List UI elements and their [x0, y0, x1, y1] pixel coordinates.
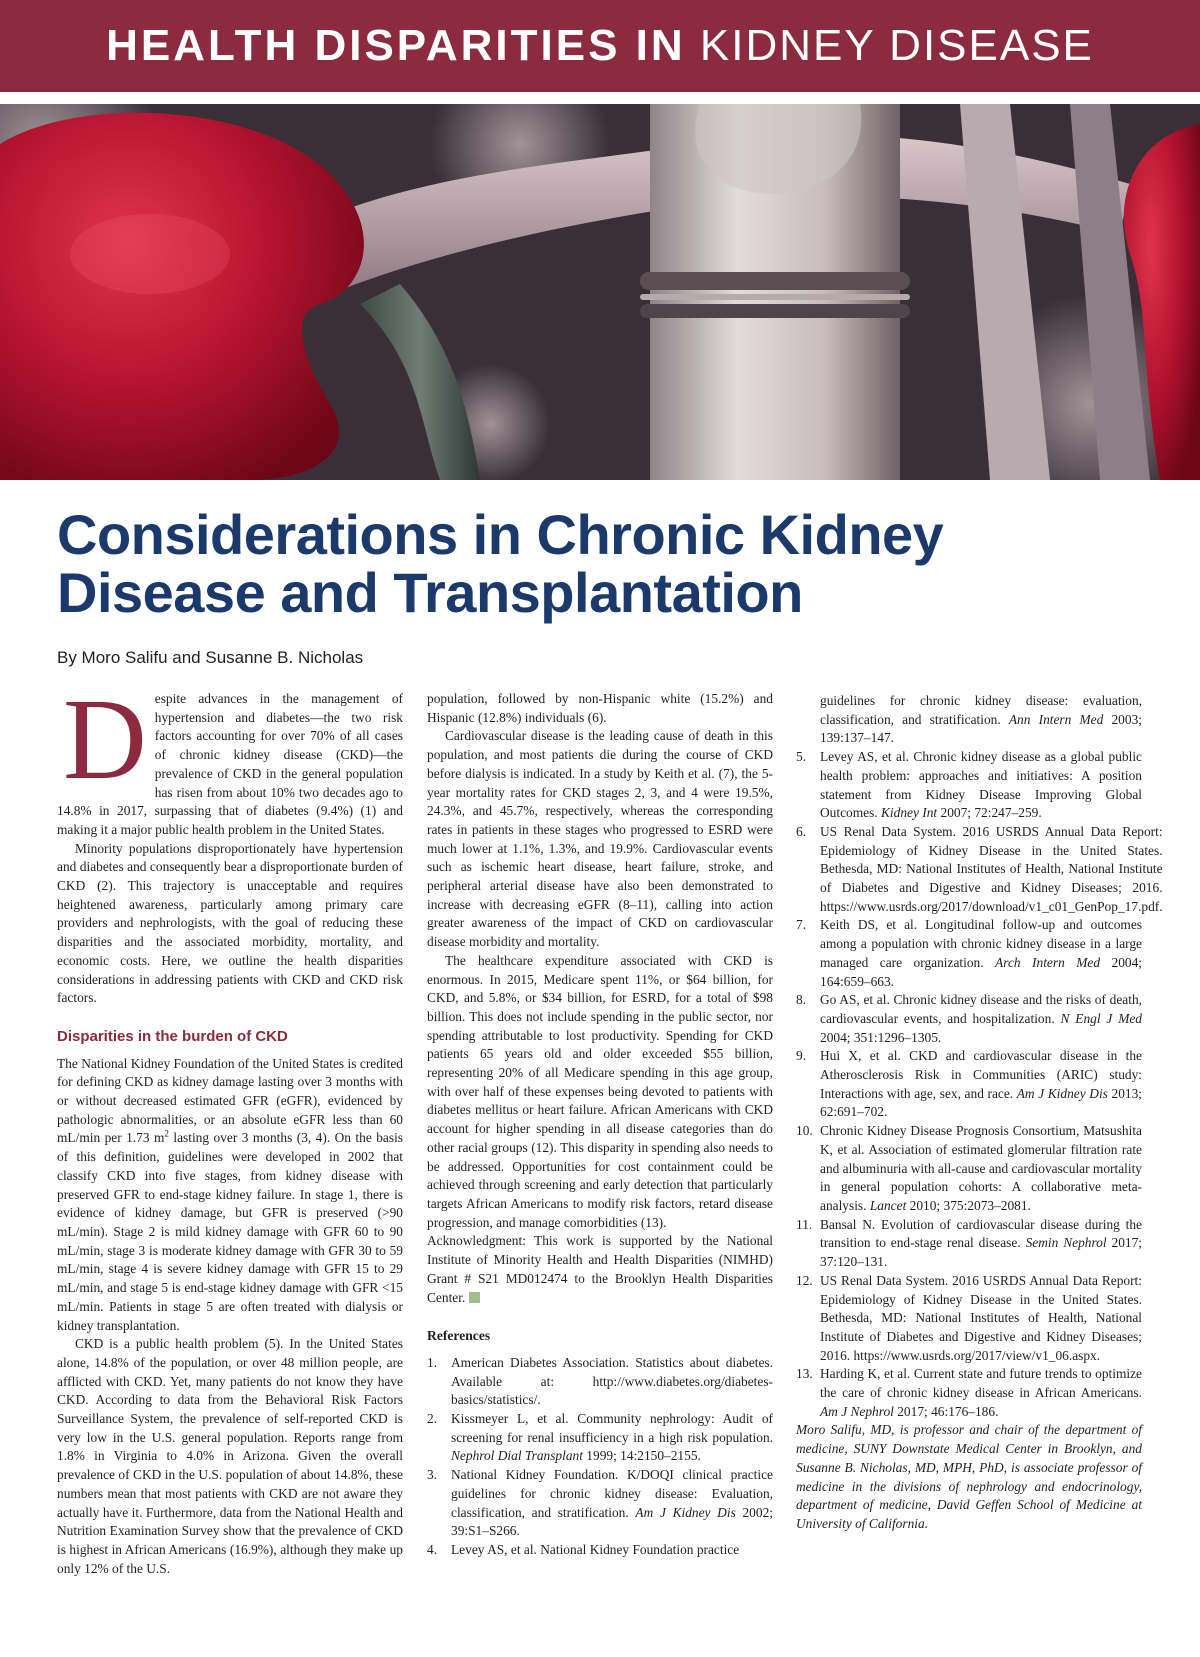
reference-journal: N Engl J Med [1060, 1010, 1142, 1026]
reference-text [820, 991, 1142, 1047]
article-title-line-1: Considerations in Chronic Kidney [57, 503, 944, 566]
acknowledgment [427, 1232, 773, 1307]
drop-cap: D [63, 676, 147, 804]
reference-number: 1. [427, 1354, 438, 1370]
reference-journal: Nephrol Dial Transplant [451, 1448, 583, 1464]
reference-citation: 2003; 139:137–147. [820, 711, 1142, 746]
reference-item [796, 916, 1142, 991]
paragraph-cardiovascular: Cardiovascular disease is the leading cause of death in this population, and most patients die during the course of CKD before dialysis is indicated. In a study by Keith et al. (7), the 5-year mortality rates for CKD stages 2, 3, and 4 were 19.5%, 24.3%, and 45.7%, respectively, whereas the corresponding rates in patients in these stages who progressed to ESRD were much lower at 1.1%, 1.3%, and 19.9%. Cardiovascular events such as ischemic heart disease, heart failure, stroke, and peripheral arterial disease have also been demonstrated to increase with decreasing eGFR (8–11), calling into action greater awareness of the impact of CKD on cardiovascular disease morbidity and mortality. [427, 728, 773, 950]
reference-citation: 2017; 37:120–131. [820, 1235, 1143, 1270]
reference-text [451, 1466, 773, 1541]
reference-journal: Am J Kidney Dis [635, 1504, 736, 1520]
reference-authors-title: Keith DS, et al. Longitudinal follow-up and outcomes among a population with chronic kidney disease in a large managed care organization. [820, 917, 1142, 970]
reference-citation: 2007; 72:247–259. [937, 805, 1042, 821]
reference-item [427, 1541, 773, 1560]
reference-number: 8. [796, 992, 807, 1008]
reference-item [796, 823, 1163, 917]
reference-journal: Ann Intern Med [1008, 711, 1104, 727]
section-banner [0, 0, 1200, 96]
reference-citation: 2004; 164:659–663. [820, 954, 1142, 989]
article-title-line-2: Disease and Transplantation [57, 561, 803, 624]
paragraph-population: population, followed by non-Hispanic white (15.2%) and Hispanic (12.8%) individuals (6). [427, 691, 773, 725]
reference-text: Levey AS, et al. National Kidney Foundation practice [451, 1541, 740, 1557]
reference-authors-title: Kissmeyer L, et al. Community nephrology: Audit of screening for renal insufficiency in a high risk population. [451, 1411, 773, 1445]
reference-item [796, 1365, 1142, 1421]
reference-text [820, 1365, 1142, 1421]
reference-journal: Arch Intern Med [995, 954, 1101, 970]
reference-journal: Kidney Int [881, 805, 938, 821]
reference-authors-title: Hui X, et al. CKD and cardiovascular disease in the Atherosclerosis Risk in Communities (ARIC) study: Interactions with age, sex, and race. [820, 1048, 1142, 1101]
reference-item [796, 1216, 1142, 1272]
article-title [57, 503, 1147, 624]
reference-authors-title: National Kidney Foundation. K/DOQI clinical practice guidelines for chronic kidney disease: Evaluation, classification, and stratification. [451, 1467, 773, 1520]
paragraph-definition [57, 1055, 403, 1336]
paragraph-expenditure: The healthcare expenditure associated with CKD is enormous. In 2015, Medicare spent 11%, or $64 billion, for CKD, and 5.8%, or $34 billion, for ESRD, for a total of $98 billion. This does not include spending in the public sector, nor spending attributable to lost productivity. Spending for CKD patients 65 years old and older exceeded $55 billion, representing 20% of all Medicare spending in this age group, with over half of these expenses being devoted to patients with diabetes mellitus or heart failure. African Americans with CKD account for higher spending in all disease categories than do other racial groups (12). This disparity in spending also needs to be addressed. Opportunities for cost containment could be achieved through screening and early detection that particularly targets African Americans to modify risk factors, retard disease progression, and manage comorbidities (13). [427, 952, 773, 1230]
paragraph-definition-part-2: lasting over 3 months (3, 4). On the basis of this definition, guidelines were developed in 2002 that classify CKD into five stages, from kidney disease with preserved GFR to end-stage kidney failure. In stage 1, there is evidence of kidney damage, but GFR is preserved (>90 mL/min). Stage 2 is mild kidney damage with GFR 60 to 90 mL/min, stage 3 is moderate kidney damage with GFR 30 to 59 mL/min, stage 4 is severe kidney damage with GFR 15 to 29 mL/min, and stage 5 is end-stage kidney damage with GFR <15 mL/min. Patients in stage 5 are often treated with dialysis or kidney transplantation. [57, 1130, 403, 1333]
references-list-2 [796, 748, 1163, 1421]
reference-item [796, 748, 1142, 823]
reference-continuation [796, 692, 1142, 748]
reference-citation: 2017; 46:176–186. [893, 1403, 999, 1419]
reference-number: 9. [796, 1048, 807, 1064]
reference-text: US Renal Data System. 2016 USRDS Annual Data Report: Epidemiology of Kidney Disease in the United States. Bethesda, MD: National Institutes of Health, National Institute of Diabetes and Digestive and Kidney Diseases; 2016. https://www.usrds.org/2017/download/v1_c01_GenPop_17.pdf. [820, 823, 1163, 914]
paragraph-intro-text: espite advances in the management of hypertension and diabetes—the two risk factors accounting for over 70% of all cases of chronic kidney disease (CKD)—the prevalence of CKD in the general population has risen from about 10% two decades ago to 14.8% in 2017, surpassing that of diabetes (9.4%) (1) and making it a major public health problem in the United States. [57, 691, 403, 837]
banner-title-bold: HEALTH DISPARITIES IN [106, 21, 686, 70]
reference-number-spacer [796, 692, 820, 748]
reference-citation: 2010; 375:2073–2081. [906, 1197, 1031, 1213]
reference-journal: Semin Nephrol [1025, 1235, 1107, 1251]
reference-text [820, 748, 1142, 823]
acknowledgment-text: Acknowledgment: This work is supported by the National Institute of Minority Health and Health Disparities (NIMHD) Grant # S21 MD012474 to the Brooklyn Health Disparities Center. [427, 1233, 773, 1305]
reference-number: 12. [796, 1272, 813, 1288]
reference-citation: 2004; 351:1296–1305. [820, 1029, 942, 1045]
reference-number: 10. [796, 1123, 813, 1139]
section-heading-disparities: Disparities in the burden of CKD [57, 1027, 288, 1045]
reference-number: 5. [796, 749, 807, 765]
reference-text [451, 1410, 773, 1466]
reference-text [820, 1047, 1142, 1122]
paragraph-public-health: CKD is a public health problem (5). In the United States alone, 14.8% of the population, or over 48 million people, are afflicted with CKD. Yet, many patients do not know they have CKD. According to data from the Behavioral Risk Factors Surveillance System, the prevalence of self-reported CKD is very low in the U.S. general population. Reports range from 1.8% in Virginia to 4.0% in Arizona. Given the overall prevalence of CKD in the U.S. population of about 14.8%, these numbers mean that most patients with CKD are not aware they actually have it. Furthermore, data from the National Health and Nutrition Examination Survey show that the prevalence of CKD is highest in African Americans (16.9%), although they make up only 12% of the U.S. [57, 1336, 403, 1576]
reference-journal: Lancet [869, 1197, 907, 1213]
byline: By Moro Salifu and Susanne B. Nicholas [57, 648, 364, 667]
reference-authors-title: guidelines for chronic kidney disease: evaluation, classification, and stratification. [820, 693, 1142, 727]
reference-item [796, 1047, 1142, 1122]
reference-text [820, 1216, 1142, 1272]
reference-number: 3. [427, 1467, 438, 1483]
reference-text: American Diabetes Association. Statistics about diabetes. Available at: http://www.diabetes.org/diabetes-basics/statistics/. [451, 1354, 773, 1408]
banner-title [106, 21, 1094, 71]
reference-item [796, 991, 1142, 1047]
reference-number: 7. [796, 917, 807, 933]
reference-authors-title: Levey AS, et al. Chronic kidney disease as a global public health problem: approaches and initiatives: A position statement from Kidney Disease Improving Global Outcomes. [820, 749, 1142, 821]
paragraph-definition-part-1: The National Kidney Foundation of the United States is credited for defining CKD as kidney damage lasting over 3 months with or without decreased estimated GFR (eGFR), evidenced by pathologic abnormalities, or an absolute eGFR less than 60 mL/min per 1.73 m [57, 1055, 403, 1146]
reference-authors-title: Harding K, et al. Current state and future trends to optimize the care of chronic kidney disease in African Americans. [820, 1366, 1142, 1401]
article-column-2 [427, 690, 773, 1560]
reference-citation: 1999; 14:2150–2155. [582, 1448, 701, 1464]
reference-authors-title: Chronic Kidney Disease Prognosis Consortium, Matsushita K, et al. Association of estimated glomerular filtration rate and albuminuria with all-cause and cardiovascular mortality in general population cohorts: A collaborative meta-analysis. [820, 1123, 1143, 1213]
reference-journal: Am J Kidney Dis [1016, 1085, 1108, 1101]
author-bio: Moro Salifu, MD, is professor and chair of the department of medicine, SUNY Downstate Medical Center in Brooklyn, and Susanne B. Nicholas, MD, MPH, PhD, is associate professor of medicine in the divisions of nephrology and endocrinology, department of medicine, David Geffen School of Medicine at University of California. [796, 1422, 1142, 1531]
banner-title-light: KIDNEY DISEASE [699, 21, 1094, 70]
reference-number: 11. [796, 1216, 813, 1232]
reference-item [796, 1122, 1142, 1216]
reference-text [820, 692, 1142, 748]
reference-text [820, 1122, 1142, 1216]
reference-number: 2. [427, 1411, 438, 1427]
reference-number: 4. [427, 1541, 438, 1557]
reference-number: 13. [796, 1366, 813, 1382]
reference-item [796, 1272, 1142, 1366]
references-heading: References [427, 1328, 491, 1344]
reference-authors-title: Bansal N. Evolution of cardiovascular disease during the transition to end-stage renal disease. [820, 1216, 1142, 1251]
reference-item [427, 1410, 773, 1466]
reference-number: 6. [796, 823, 807, 839]
reference-citation: 2013; 62:691–702. [820, 1085, 1142, 1120]
reference-text [820, 916, 1142, 991]
kidney-illustration [0, 104, 1200, 480]
article-column-1 [57, 676, 403, 1578]
superscript-2: 2 [164, 1129, 169, 1139]
article-column-3 [796, 692, 1163, 1534]
hero-image [0, 104, 1200, 480]
reference-item [427, 1466, 773, 1541]
reference-item [427, 1354, 773, 1410]
reference-journal: Am J Nephrol [820, 1403, 894, 1419]
reference-authors-title: Go AS, et al. Chronic kidney disease and the risks of death, cardiovascular events, and hospitalization. [820, 992, 1142, 1026]
references-list-1 [427, 1354, 773, 1560]
reference-text: US Renal Data System. 2016 USRDS Annual Data Report: Epidemiology of Kidney Disease in the United States. Bethesda, MD: National Institutes of Health, National Institute of Diabetes and Digestive and Kidney Diseases; 2016. https://www.usrds.org/2017/view/v1_06.aspx. [820, 1272, 1142, 1363]
end-mark-icon [469, 1292, 480, 1303]
paragraph-intro [57, 676, 403, 840]
reference-citation: 2002; 39:S1–S266. [451, 1504, 773, 1539]
paragraph-minority: Minority populations disproportionately have hypertension and diabetes and consequently bear a disproportionate burden of CKD (2). This trajectory is unacceptable and requires heightened awareness, particularly among primary care providers and nephrologists, with the goal of reducing these disparities and the associated morbidity, mortality, and economic costs. Here, we outline the health disparities considerations in addressing patients with CKD and CKD risk factors. [57, 840, 403, 1006]
